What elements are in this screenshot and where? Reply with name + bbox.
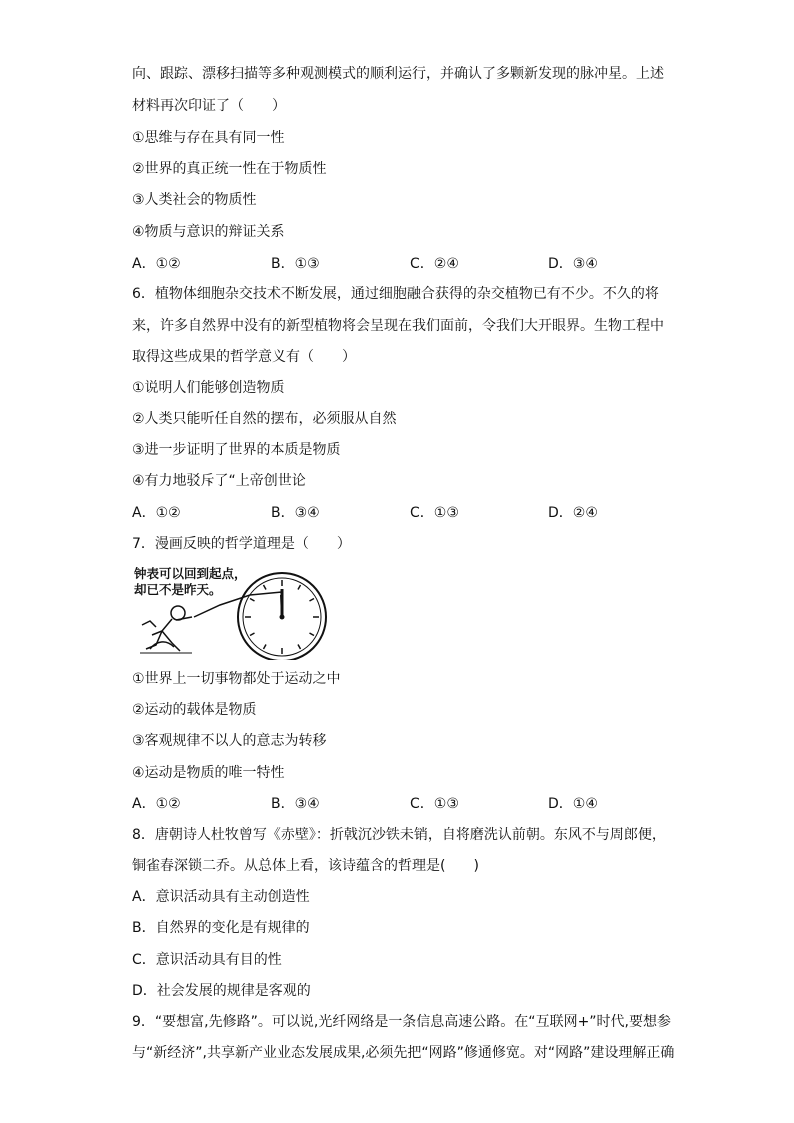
q5-option-c[interactable]: C．②④: [410, 256, 459, 272]
q6-stem-line: 6．植物体细胞杂交技术不断发展，通过细胞融合获得的杂交植物已有不少。不久的将: [132, 286, 659, 302]
clock-cartoon-drawing: [132, 565, 332, 660]
q7-option-c[interactable]: C．①③: [410, 796, 459, 812]
q9-stem-line: 与“新经济”,共享新产业业态发展成果,必须先把“网路”修通修宽。对“网路”建设理解正确: [132, 1045, 675, 1061]
q7-item: ③客观规律不以人的意志为转移: [132, 733, 327, 749]
q7-item: ④运动是物质的唯一特性: [132, 765, 285, 781]
q6-stem-line: 取得这些成果的哲学意义有（ ）: [132, 349, 356, 365]
clock-cartoon: [132, 565, 332, 660]
q7-stem: 7．漫画反映的哲学道理是（ ）: [132, 536, 351, 552]
person-figure-icon: [140, 606, 192, 653]
cartoon-caption-line: 钟表可以回到起点，: [134, 566, 247, 581]
q7-option-a[interactable]: A．①②: [132, 796, 181, 812]
q6-option-a[interactable]: A．①②: [132, 505, 181, 521]
q8-choice-b[interactable]: B．自然界的变化是有规律的: [132, 920, 310, 936]
q5-stem-line: 材料再次印证了（ ）: [132, 98, 286, 114]
q5-item: ②世界的真正统一性在于物质性: [132, 161, 327, 177]
q7-item: ①世界上一切事物都处于运动之中: [132, 671, 341, 687]
q5-item: ④物质与意识的辩证关系: [132, 224, 285, 240]
q7-option-b[interactable]: B．③④: [271, 796, 320, 812]
q6-option-b[interactable]: B．③④: [271, 505, 320, 521]
q6-option-d[interactable]: D．②④: [548, 505, 598, 521]
clock-icon: [238, 573, 326, 660]
q5-option-d[interactable]: D．③④: [548, 256, 598, 272]
cartoon-caption-line: 却已不是昨天。: [134, 582, 222, 597]
q6-stem-line: 来，许多自然界中没有的新型植物将会呈现在我们面前，令我们大开眼界。生物工程中: [132, 318, 664, 334]
q7-option-d[interactable]: D．①④: [548, 796, 598, 812]
q6-item: ③进一步证明了世界的本质是物质: [132, 442, 341, 458]
q5-option-a[interactable]: A．①②: [132, 256, 181, 272]
q6-option-c[interactable]: C．①③: [410, 505, 459, 521]
q8-choice-d[interactable]: D．社会发展的规律是客观的: [132, 983, 311, 999]
q6-item: ②人类只能听任自然的摆布，必须服从自然: [132, 411, 397, 427]
q7-item: ②运动的载体是物质: [132, 702, 257, 718]
q5-item: ③人类社会的物质性: [132, 192, 257, 208]
q5-stem-line: 向、跟踪、漂移扫描等多种观测模式的顺利运行，并确认了多颗新发现的脉冲星。上述: [132, 66, 664, 82]
q9-stem-line: 9．“要想富,先修路”。可以说,光纤网络是一条信息高速公路。在“互联网+”时代,要想参: [132, 1014, 671, 1030]
q5-item: ①思维与存在具有同一性: [132, 130, 285, 146]
q5-option-b[interactable]: B．①③: [271, 256, 320, 272]
q8-choice-c[interactable]: C．意识活动具有目的性: [132, 952, 282, 968]
q8-stem-line: 铜雀春深锁二乔。从总体上看，该诗蕴含的哲理是( ): [132, 858, 479, 874]
q6-item: ④有力地驳斥了“上帝创世论: [132, 473, 306, 489]
q6-item: ①说明人们能够创造物质: [132, 380, 285, 396]
q8-stem-line: 8．唐朝诗人杜牧曾写《赤壁》：折戟沉沙铁未销，自将磨洗认前朝。东风不与周郎便，: [132, 827, 666, 843]
q8-choice-a[interactable]: A．意识活动具有主动创造性: [132, 889, 310, 905]
